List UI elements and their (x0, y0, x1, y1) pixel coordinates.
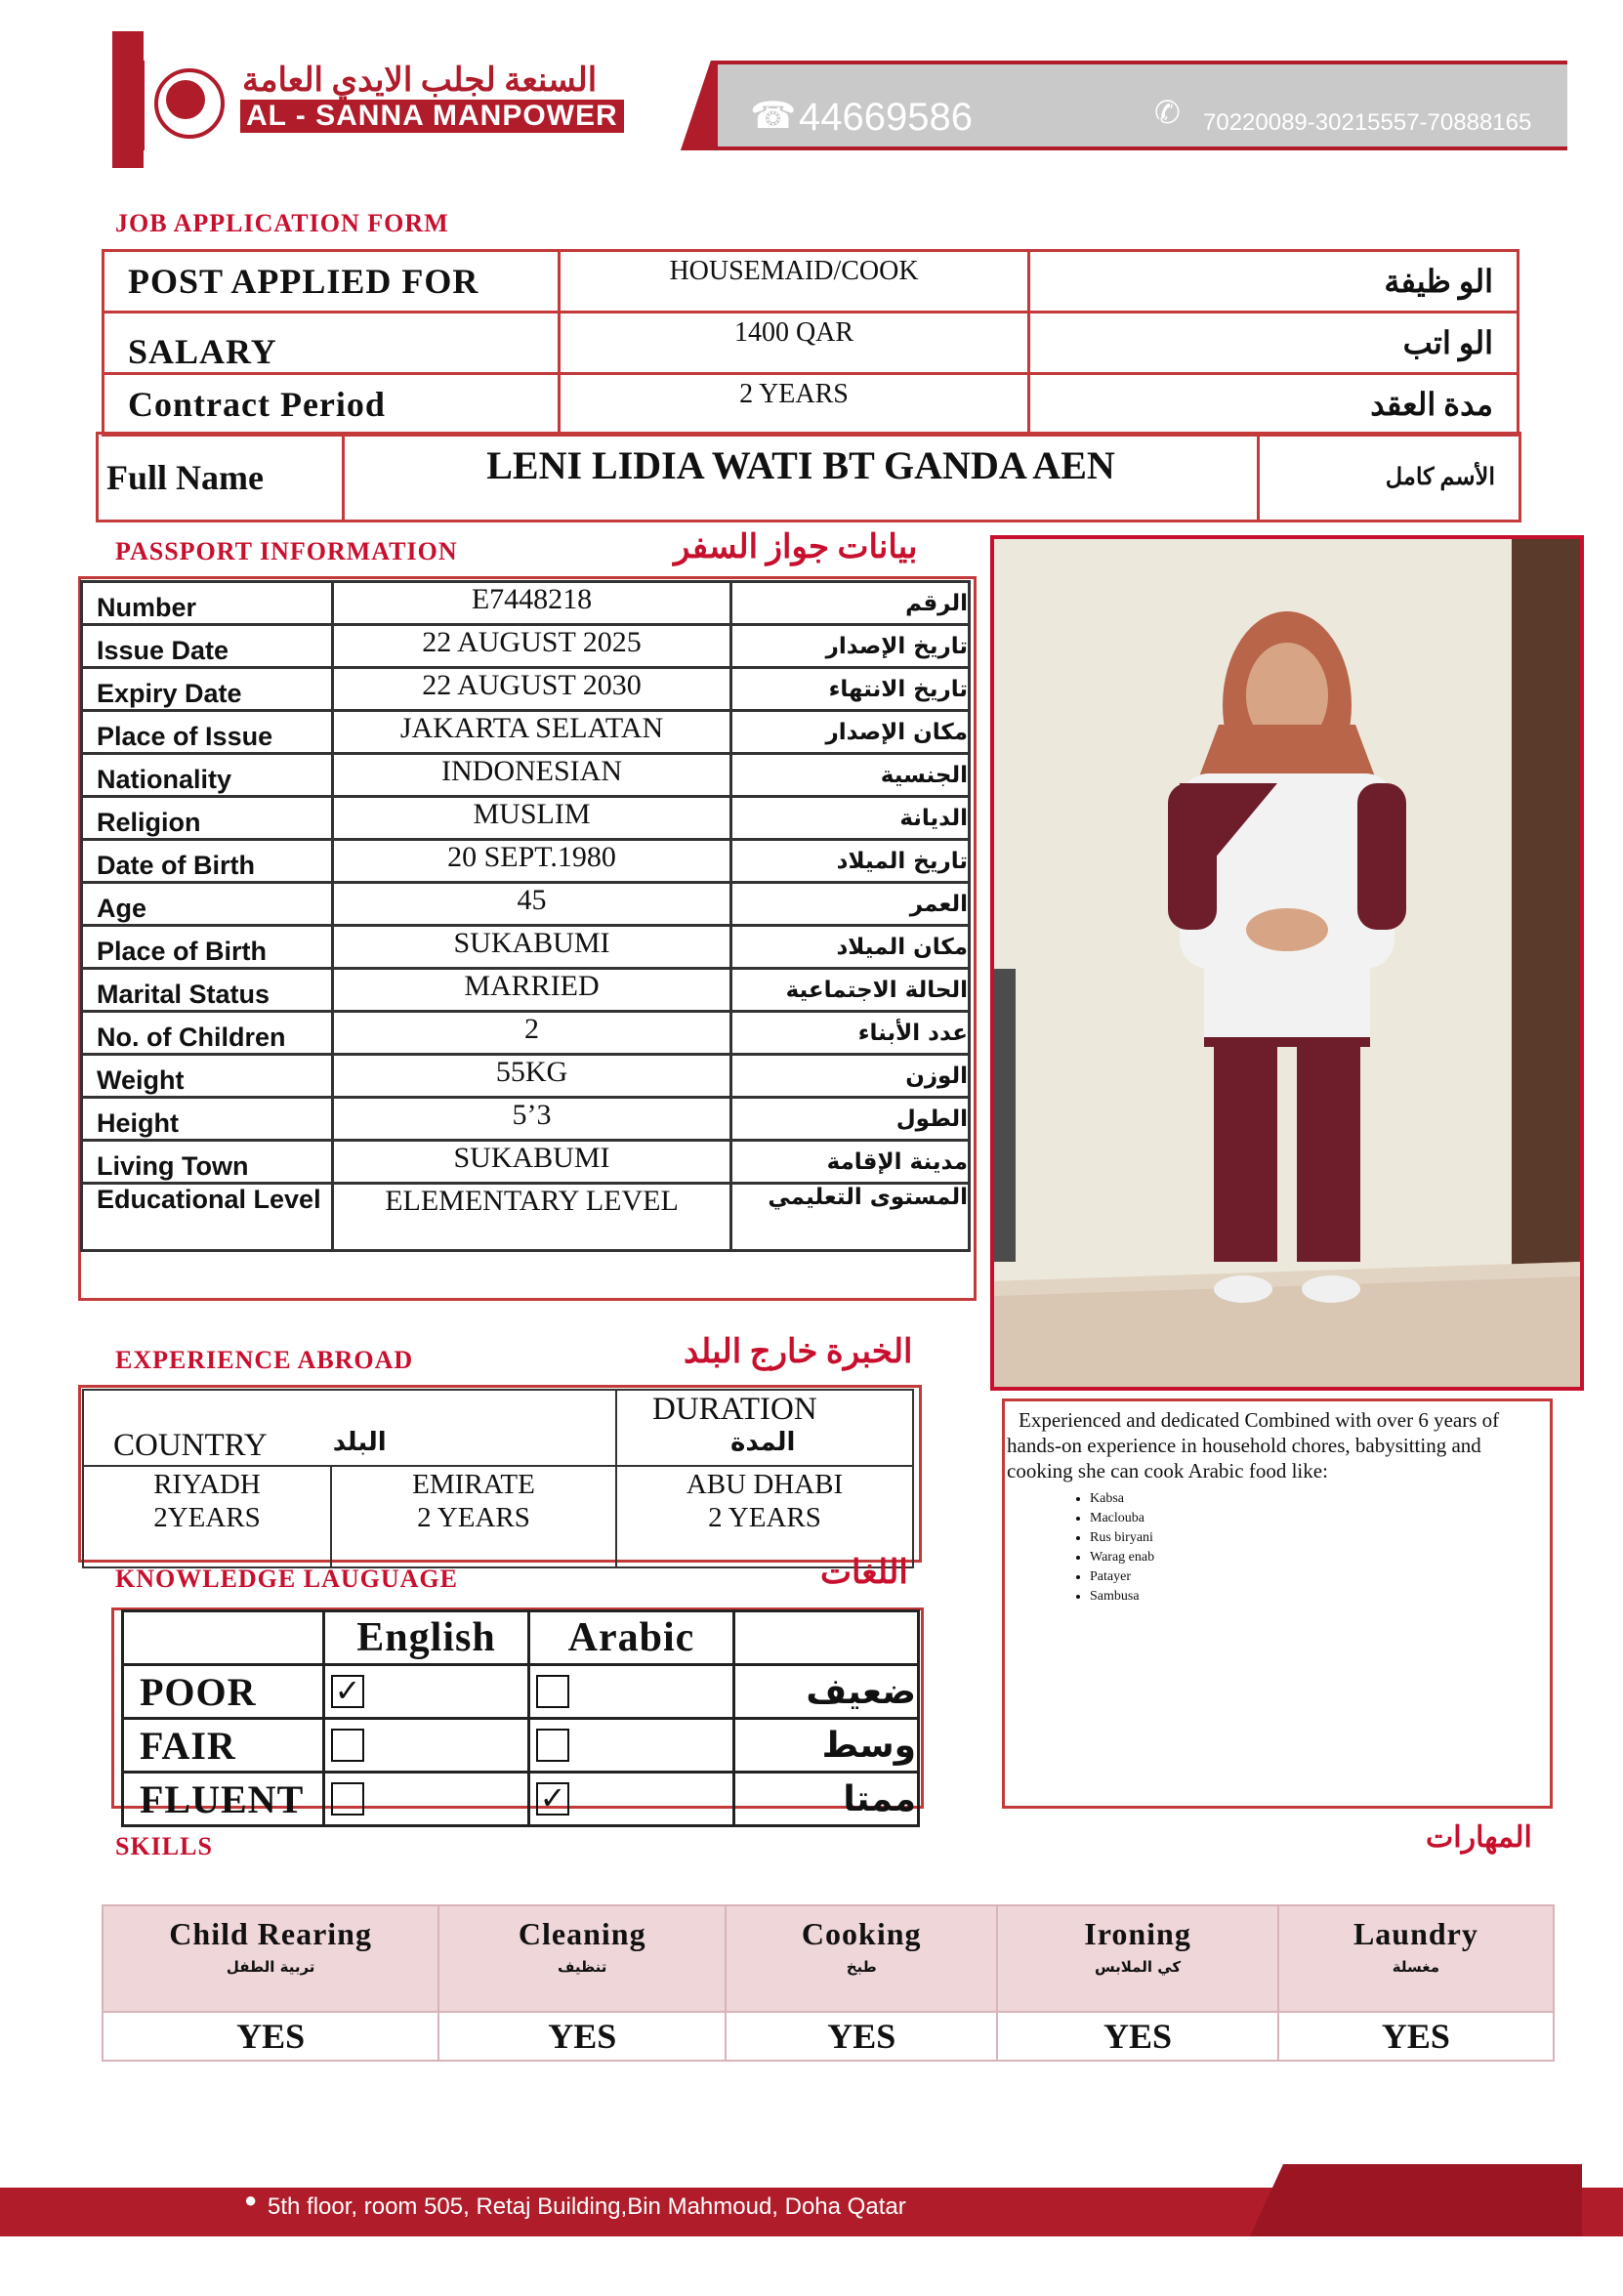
passport-field-label-arabic: تاريخ الإصدار (731, 625, 970, 668)
passport-field-value: 22 AUGUST 2025 (333, 625, 731, 668)
passport-field-label: Nationality (82, 754, 333, 797)
language-row (123, 1719, 919, 1773)
full-name-label: Full Name (98, 434, 344, 522)
passport-row (82, 668, 970, 711)
passport-field-label: Number (82, 582, 333, 625)
passport-field-value: 2 (333, 1012, 731, 1055)
experience-summary (1002, 1398, 1553, 1809)
skill-value: YES (726, 2012, 997, 2061)
food-list (1007, 1489, 1548, 1607)
language-column-arabic: Arabic (529, 1611, 734, 1665)
passport-field-label-arabic: المستوى التعليمي (731, 1184, 970, 1251)
passport-field-value: 45 (333, 883, 731, 926)
skill-header-cell (1278, 1905, 1554, 2012)
passport-field-value: 22 AUGUST 2030 (333, 668, 731, 711)
passport-row (82, 926, 970, 969)
passport-field-label-arabic: مكان الميلاد (731, 926, 970, 969)
header-left-bar (112, 31, 144, 168)
empty-box-icon (331, 1729, 364, 1762)
passport-field-value: JAKARTA SELATAN (333, 711, 731, 754)
full-name-table (96, 432, 1521, 522)
skills-title: SKILLS (115, 1832, 213, 1860)
skill-label-arabic: كي الملابس (1094, 1958, 1182, 1976)
passport-row (82, 840, 970, 883)
food-item: • Kabsa (1090, 1489, 1548, 1509)
passport-field-value: 55KG (333, 1055, 731, 1098)
passport-field-value: MARRIED (333, 969, 731, 1012)
passport-field-label: Religion (82, 797, 333, 840)
experience-title: EXPERIENCE ABROAD (115, 1346, 414, 1374)
full-name-value: LENI LIDIA WATI BT GANDA AEN (344, 434, 1259, 522)
skill-label: Child Rearing (169, 1916, 372, 1951)
passport-row (82, 582, 970, 625)
skill-header-cell (103, 1905, 438, 2012)
footer-accent (1250, 2164, 1582, 2236)
experience-country: EMIRATE (412, 1469, 535, 1500)
country-header (83, 1390, 616, 1466)
company-name-arabic: السنعة لجلب الايدي العامة (242, 63, 598, 99)
passport-field-value: 20 SEPT.1980 (333, 840, 731, 883)
footer-address: 5th floor, room 505, Retaj Building,Bin Mahmoud, Doha Qatar (268, 2193, 906, 2220)
passport-field-label: Age (82, 883, 333, 926)
summary-text: Experienced and dedicated Combined with over 6 years of hands-on experience in household chores, babysitting and cooking she can cook Arabic food like: (1007, 1408, 1500, 1482)
skill-header-cell (726, 1905, 997, 2012)
company-name: AL - SANNA MANPOWER (240, 100, 624, 133)
contract-value: 2 YEARS (560, 374, 1029, 436)
passport-title: PASSPORT INFORMATION (115, 537, 458, 565)
empty-box-icon (536, 1729, 569, 1762)
passport-field-label-arabic: الطول (731, 1098, 970, 1141)
language-level-label-arabic: وسط (734, 1719, 919, 1773)
experience-duration: 2 YEARS (708, 1502, 821, 1533)
skill-label: Cooking (801, 1916, 922, 1951)
passport-row (82, 754, 970, 797)
food-item: • Patayer (1090, 1567, 1548, 1587)
table-row (83, 1390, 913, 1466)
language-level-label-arabic: ممتا (734, 1773, 919, 1826)
skill-value: YES (438, 2012, 726, 2061)
contract-label: Contract Period (104, 374, 560, 436)
skill-label: Cleaning (518, 1916, 646, 1951)
passport-field-value: ELEMENTARY LEVEL (333, 1184, 731, 1251)
passport-row (82, 1184, 970, 1251)
skill-label: Ironing (1084, 1916, 1191, 1951)
location-pin-icon: ● (244, 2188, 258, 2212)
passport-field-label: Living Town (82, 1141, 333, 1184)
experience-country: RIYADH (153, 1469, 261, 1500)
country-label-arabic: البلد (332, 1428, 387, 1457)
passport-row (82, 1098, 970, 1141)
mobile-phone-icon: ✆ (1154, 95, 1181, 130)
food-item: • Rus biryani (1090, 1528, 1548, 1548)
skill-label-arabic: طبخ (846, 1958, 877, 1976)
passport-field-label-arabic: الجنسية (731, 754, 970, 797)
language-checkbox-cell (529, 1773, 734, 1826)
language-title-arabic: اللغات (820, 1555, 908, 1591)
language-row (123, 1665, 919, 1719)
duration-header (616, 1390, 913, 1466)
experience-title-arabic: الخبرة خارج البلد (684, 1334, 913, 1370)
duration-label-arabic: المدة (730, 1428, 796, 1457)
mobile-numbers: 70220089-30215557-70888165 (1203, 109, 1532, 136)
passport-field-label: Expiry Date (82, 668, 333, 711)
language-blank-cell (734, 1611, 919, 1665)
table-row (104, 251, 1519, 313)
language-checkbox-cell (324, 1719, 529, 1773)
passport-field-value: E7448218 (333, 582, 731, 625)
passport-field-label-arabic: عدد الأبناء (731, 1012, 970, 1055)
skill-label-arabic: تربية الطفل (226, 1958, 315, 1976)
checked-box-icon: ✓ (331, 1675, 364, 1708)
passport-row (82, 1012, 970, 1055)
country-label: COUNTRY (113, 1428, 267, 1463)
passport-field-label-arabic: تاريخ الميلاد (731, 840, 970, 883)
passport-field-label: Issue Date (82, 625, 333, 668)
skill-header-cell (997, 1905, 1278, 2012)
experience-cell (331, 1466, 616, 1567)
food-item: • Warag enab (1090, 1548, 1548, 1567)
job-table (102, 249, 1519, 437)
skills-header-row (103, 1905, 1554, 2012)
full-name-label-arabic: الأسم كامل (1259, 434, 1520, 522)
salary-label-arabic: الو اتب (1029, 313, 1519, 374)
language-checkbox-cell (324, 1773, 529, 1826)
skill-value: YES (103, 2012, 438, 2061)
language-table (121, 1609, 920, 1827)
skill-label: Laundry (1352, 1916, 1478, 1951)
passport-row (82, 625, 970, 668)
passport-field-label: Weight (82, 1055, 333, 1098)
skills-table (102, 1904, 1555, 2062)
phone-icon: ☎ (750, 96, 797, 137)
food-item: • Sambusa (1090, 1587, 1548, 1607)
passport-field-label: Marital Status (82, 969, 333, 1012)
checked-box-icon: ✓ (536, 1782, 569, 1816)
skill-label-arabic: تنظيف (558, 1958, 607, 1976)
table-row (83, 1466, 913, 1567)
post-label-arabic: الو ظيفة (1029, 251, 1519, 313)
skill-value: YES (1278, 2012, 1554, 2061)
globe-icon (166, 80, 205, 119)
passport-row (82, 883, 970, 926)
table-row (98, 434, 1520, 522)
skills-title-arabic: المهارات (1426, 1821, 1532, 1854)
skills-value-row (103, 2012, 1554, 2061)
duration-label: DURATION (652, 1392, 817, 1427)
passport-row (82, 1055, 970, 1098)
contract-label-arabic: مدة العقد (1029, 374, 1519, 436)
language-level-label: FLUENT (123, 1773, 324, 1826)
phone-number: 44669586 (799, 96, 973, 139)
passport-field-label-arabic: الرقم (731, 582, 970, 625)
salary-label: SALARY (104, 313, 560, 374)
passport-field-label: Date of Birth (82, 840, 333, 883)
experience-table (82, 1389, 914, 1568)
language-level-label: FAIR (123, 1719, 324, 1773)
passport-field-label: Place of Birth (82, 926, 333, 969)
passport-field-label-arabic: الحالة الاجتماعية (731, 969, 970, 1012)
passport-field-label: Height (82, 1098, 333, 1141)
passport-field-value: MUSLIM (333, 797, 731, 840)
passport-field-value: SUKABUMI (333, 926, 731, 969)
table-row (104, 374, 1519, 436)
passport-field-label-arabic: الديانة (731, 797, 970, 840)
skill-value: YES (997, 2012, 1278, 2061)
empty-box-icon (331, 1782, 364, 1816)
applicant-photo (990, 535, 1584, 1391)
experience-cell (83, 1466, 331, 1567)
passport-field-value: SUKABUMI (333, 1141, 731, 1184)
passport-field-label: Educational Level (82, 1184, 333, 1251)
passport-field-label: Place of Issue (82, 711, 333, 754)
table-row (123, 1611, 919, 1665)
language-row (123, 1773, 919, 1826)
salary-value: 1400 QAR (560, 313, 1029, 374)
food-item: • Maclouba (1090, 1509, 1548, 1528)
post-label: POST APPLIED FOR (104, 251, 560, 313)
language-corner-cell (123, 1611, 324, 1665)
passport-field-label-arabic: مدينة الإقامة (731, 1141, 970, 1184)
experience-duration: 2YEARS (153, 1502, 261, 1533)
language-column-english: English (324, 1611, 529, 1665)
skill-label-arabic: مغسلة (1392, 1958, 1440, 1976)
language-level-label-arabic: ضعيف (734, 1665, 919, 1719)
passport-field-label-arabic: العمر (731, 883, 970, 926)
table-row (104, 313, 1519, 374)
language-checkbox-cell (324, 1665, 529, 1719)
passport-row (82, 969, 970, 1012)
language-checkbox-cell (529, 1719, 734, 1773)
passport-field-label: No. of Children (82, 1012, 333, 1055)
passport-field-label-arabic: الوزن (731, 1055, 970, 1098)
passport-field-value: 5’3 (333, 1098, 731, 1141)
passport-field-label-arabic: مكان الإصدار (731, 711, 970, 754)
language-level-label: POOR (123, 1665, 324, 1719)
passport-row (82, 797, 970, 840)
form-title: JOB APPLICATION FORM (115, 209, 449, 237)
passport-row (82, 1141, 970, 1184)
passport-row (82, 711, 970, 754)
experience-country: ABU DHABI (686, 1469, 844, 1500)
language-checkbox-cell (529, 1665, 734, 1719)
post-value: HOUSEMAID/COOK (560, 251, 1029, 313)
skill-header-cell (438, 1905, 726, 2012)
passport-field-label-arabic: تاريخ الانتهاء (731, 668, 970, 711)
passport-field-value: INDONESIAN (333, 754, 731, 797)
passport-title-arabic: بيانات جواز السفر (674, 529, 918, 565)
language-title: KNOWLEDGE LAUGUAGE (115, 1565, 458, 1593)
empty-box-icon (536, 1675, 569, 1708)
experience-duration: 2 YEARS (417, 1502, 530, 1533)
passport-table (80, 580, 971, 1252)
